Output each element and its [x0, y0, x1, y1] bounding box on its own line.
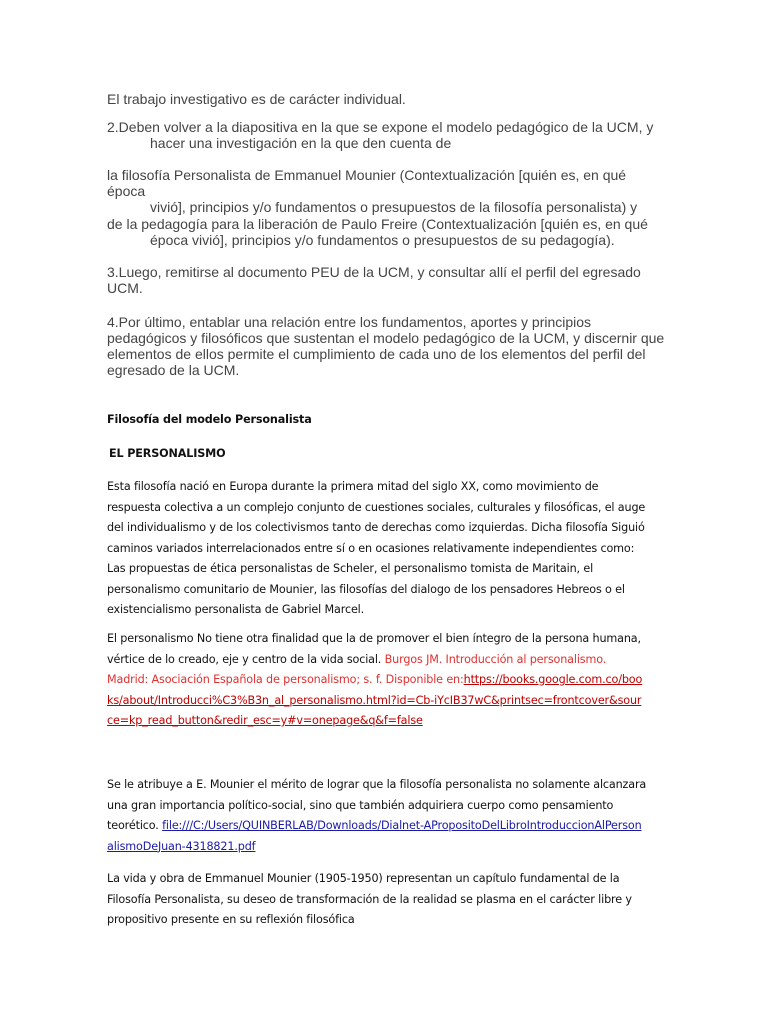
paragraph-personalism-aim [107, 629, 647, 732]
section-subheading: EL PERSONALISMO [109, 447, 226, 460]
paragraph-item-2-line1: 2.Deben volver a la diapositiva en la que se expone el modelo pedagógico de la UCM, y [107, 119, 654, 135]
paragraph-personalism-origin: Esta filosofía nació en Europa durante la primera mitad del siglo XX, como movimiento de respuesta colectiva a un complejo conjunto de cuestiones sociales, culturales y filosóficas, el auge del individualismo y de los colectivismos tanto de derechas como izquierdas. Dicha filosofía Siguió caminos variados interrelacionados entre sí o en ocasiones relativamente independientes como: Las propuestas de ética personalistas de Scheler, el personalismo tomista de Maritain, el personalismo comunitario de Mounier, las filosofías del dialogo de los pensadores Hebreos o el existencialismo personalista de Gabriel Marcel. [107, 480, 646, 616]
paragraph-mounier-merit [107, 775, 647, 857]
paragraph-freire [107, 216, 667, 248]
dialnet-file-link[interactable]: file:///C:/Users/QUINBERLAB/Downloads/Dialnet-AProposito​DelLibroIntroduccionAlPersonalismoDeJuan-4318821.pdf [107, 819, 642, 853]
paragraph-freire-line1: de la pedagogía para la liberación de Paulo Freire (Contextualización [quién es, en qué [107, 216, 648, 232]
paragraph-mounier-line1: la filosofía Personalista de Emmanuel Mounier (Contextualización [quién es, en qué época [107, 167, 627, 199]
citation-burgos: Burgos JM. Introducción al personalismo. Madrid: Asociación Española de personalismo; s. f. Disponible en: [107, 652, 607, 686]
paragraph-item-3: 3.Luego, remitirse al documento PEU de la UCM, y consultar allí el perfil del egresado UCM. [107, 264, 641, 296]
paragraph-item-2-line2: hacer una investigación en la que den cuenta de [150, 135, 452, 151]
paragraph-item-4: 4.Por último, entablar una relación entre los fundamentos, aportes y principios pedagógicos y filosóficos que sustentan el modelo pedagógico de la UCM, y discernir que elementos de ellos permite el cumplimiento de cada uno de los elementos del perfil del egresado de la UCM. [107, 314, 665, 378]
paragraph-personalism-aim-text: El personalismo No tiene otra finalidad que la de promover el bien íntegro de la persona humana, vértice de lo creado, eje y centro de la vida social. [107, 632, 641, 666]
paragraph-mounier [107, 167, 667, 215]
paragraph-freire-line2: época vivió], principios y/o fundamentos o presupuestos de su pedagogía). [150, 232, 615, 248]
google-books-link[interactable]: https://books.google.com.co/books/about/Introducci%C3%B3n_al_personalismo.html?id=Cb-iYcIB37wC&printsec=frontcover&source=kp_read_button&redir_esc=y#v=onepage&q&f=false [107, 673, 643, 727]
section-heading: Filosofía del modelo Personalista [107, 413, 312, 426]
paragraph-individual-work: El trabajo investigativo es de carácter individual. [107, 91, 406, 107]
paragraph-mounier-life: La vida y obra de Emmanuel Mounier (1905-1950) representan un capítulo fundamental de la Filosofía Personalista, su deseo de transformación de la realidad se plasma en el carácter libre y propositivo presente en su reflexión filosófica [107, 872, 632, 926]
paragraph-item-2 [107, 119, 667, 151]
paragraph-mounier-line2: vivió], principios y/o fundamentos o presupuestos de la filosofía personalista) y [150, 199, 638, 215]
paragraph-mounier-merit-text: Se le atribuye a E. Mounier el mérito de lograr que la filosofía personalista no solamente alcanzara una gran importancia político-social, sino que también adquiriera cuerpo como pensamiento teorético. [107, 778, 647, 832]
